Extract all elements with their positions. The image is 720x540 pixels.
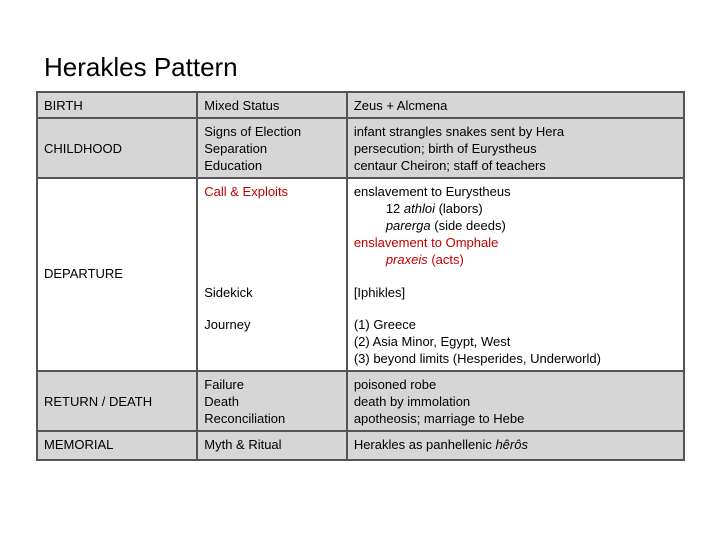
element-myth-ritual: Myth & Ritual	[197, 431, 347, 460]
element-call-exploits: Call & Exploits	[197, 178, 347, 271]
detail-childhood-3: centaur Cheiron; staff of teachers	[353, 158, 546, 173]
page-title: Herakles Pattern	[44, 52, 238, 82]
detail-birth: Zeus + Alcmena	[347, 92, 684, 118]
element-mixed-status: Mixed Status	[197, 92, 347, 118]
element-sidekick: Sidekick	[197, 271, 347, 312]
stage-departure: DEPARTURE	[37, 178, 197, 371]
departure-call-details	[347, 178, 684, 271]
detail-journey-2: (2) Asia Minor, Egypt, West	[353, 334, 511, 349]
return-details	[347, 371, 684, 431]
detail-childhood-2: persecution; birth of Eurystheus	[353, 141, 537, 156]
stage-childhood: CHILDHOOD	[37, 118, 197, 178]
stage-memorial: MEMORIAL	[37, 431, 197, 460]
return-elements	[197, 371, 347, 431]
stage-return-death: RETURN / DEATH	[37, 371, 197, 431]
detail-parerga: parerga (side deeds)	[385, 218, 506, 233]
table-row-childhood	[37, 118, 684, 178]
detail-return-1: poisoned robe	[353, 377, 437, 392]
element-education: Education	[204, 158, 263, 173]
detail-return-2: death by immolation	[353, 394, 471, 409]
childhood-details	[347, 118, 684, 178]
element-failure: Failure	[204, 377, 244, 392]
detail-athloi: 12 athloi (labors)	[385, 201, 483, 216]
detail-childhood-1: infant strangles snakes sent by Hera	[353, 124, 565, 139]
element-death: Death	[204, 394, 239, 409]
journey-details	[347, 312, 684, 371]
detail-return-3: apotheosis; marriage to Hebe	[353, 411, 525, 426]
detail-enslavement-eurystheus: enslavement to Eurystheus	[353, 184, 511, 199]
stage-birth: BIRTH	[37, 92, 197, 118]
table-row-memorial	[37, 431, 684, 460]
element-separation: Separation	[204, 141, 268, 156]
detail-praxeis: praxeis (acts)	[385, 252, 464, 267]
table-row-departure-call	[37, 178, 684, 271]
detail-enslavement-omphale: enslavement to Omphale	[353, 235, 499, 250]
element-journey: Journey	[197, 312, 347, 371]
detail-journey-1: (1) Greece	[353, 317, 416, 332]
element-signs-of-election: Signs of Election	[204, 124, 302, 139]
element-reconciliation: Reconciliation	[204, 411, 286, 426]
table-row-birth	[37, 92, 684, 118]
table-row-return-death	[37, 371, 684, 431]
detail-memorial: Herakles as panhellenic hêrôs	[347, 431, 684, 460]
detail-journey-3: (3) beyond limits (Hesperides, Underworld)	[353, 351, 601, 366]
detail-sidekick: [Iphikles]	[347, 271, 684, 312]
herakles-pattern-table	[36, 91, 685, 461]
childhood-elements	[197, 118, 347, 178]
